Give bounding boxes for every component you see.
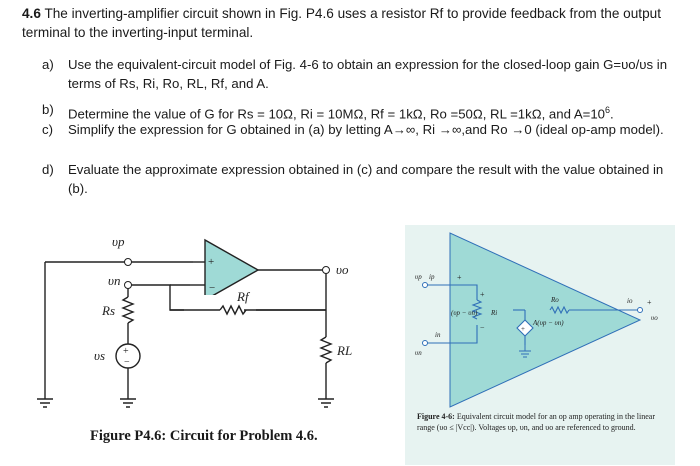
part-b-label: b)	[42, 102, 54, 117]
label-ro: Ro	[551, 296, 559, 304]
label-vn: υn	[108, 273, 121, 288]
label-rf: Rf	[237, 289, 249, 304]
label-vp: υp	[112, 234, 125, 249]
svg-text:+: +	[480, 290, 485, 299]
label-io: io	[627, 297, 633, 305]
figure-46-caption-text: Equivalent circuit model for an op amp operating in the linear range (υo ≤ |Vcc|). Voltages υp, υn, and υo are referenced to ground.	[417, 412, 655, 432]
ground-icon	[37, 390, 334, 407]
label-vo: υo	[651, 314, 658, 322]
label-ip: ip	[429, 273, 435, 281]
svg-text:+: +	[647, 298, 652, 307]
part-d-label: d)	[42, 162, 54, 177]
part-b-exponent: 6	[605, 105, 611, 115]
label-diff: (υp − υn)	[451, 309, 478, 317]
svg-text:+: +	[457, 273, 462, 282]
part-a-text: Use the equivalent-circuit model of Fig. 4-6 to obtain an expression for the closed-loop gain G=υo/υs in terms of Rs, Ri, Ro, RL, Rf, and A.	[68, 57, 668, 91]
label-in: in	[435, 331, 441, 339]
svg-text:−: −	[209, 282, 216, 294]
rs-resistor	[123, 297, 133, 323]
svg-text:−: −	[124, 357, 130, 368]
label-vn: υn	[415, 349, 422, 357]
svg-text:+: +	[123, 346, 129, 357]
svg-text:+: +	[521, 325, 525, 333]
part-c-label: c)	[42, 122, 53, 137]
part-b-text: Determine the value of G for Rs = 10Ω, Ri = 10MΩ, Rf = 1kΩ, Ro =50Ω, RL =1kΩ, and A=10	[68, 106, 606, 122]
label-rl: RL	[337, 343, 353, 358]
label-rs: Rs	[102, 303, 115, 318]
part-c-text: Simplify the expression for G obtained in (a) by letting A→∞, Ri →∞,and Ro →0 (ideal op-amp model).	[68, 122, 664, 137]
figure-p46-caption: Figure P4.6: Circuit for Problem 4.6.	[90, 428, 318, 444]
problem-text: The inverting-amplifier circuit shown in Fig. P4.6 uses a resistor Rf to provide feedback from the output terminal to the inverting-input terminal.	[22, 6, 661, 40]
problem-number: 4.6	[22, 6, 41, 21]
part-a-label: a)	[42, 57, 54, 72]
rl-resistor	[321, 337, 331, 363]
label-vo: υo	[336, 262, 349, 277]
label-vs: υs	[94, 348, 106, 363]
problem-statement	[22, 4, 682, 42]
svg-text:−: −	[480, 323, 485, 332]
svg-text:+: +	[208, 256, 215, 268]
circuit-p46-diagram	[30, 225, 375, 415]
label-ri: Ri	[491, 309, 498, 317]
part-d-text: Evaluate the approximate expression obtained in (c) and compare the result with the value obtained in (b).	[68, 162, 664, 196]
figure-46-caption-label: Figure 4-6:	[417, 412, 455, 421]
figure-46-caption	[417, 411, 667, 433]
label-vp: υp	[415, 273, 422, 281]
label-dep: A(υp − υn)	[533, 319, 564, 327]
